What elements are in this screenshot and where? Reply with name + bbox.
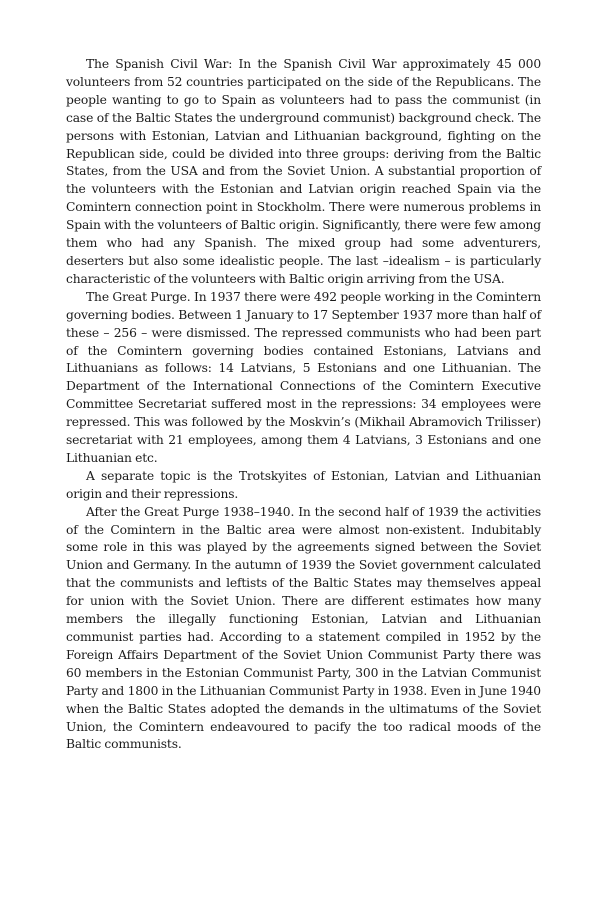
paragraph-great-purge: The Great Purge. In 1937 there were 492 people working in the Comintern governing bodies. Between 1 January to 17 September 1937 more than half of these – 256 – were dismissed. The repressed communists who had been part of the Comintern governing bodies contained Estonians, Latvians and Lithuanians as follows: 14 Latvians, 5 Estonians and one Lithuanian. The Department of the International Connections of the Comintern Executive Committee Secretariat suffered most in the repressions: 34 employees were repressed. This was followed by the Moskvin’s (Mikhail Abramovich Trilisser) secretariat with 21 employees, among them 4 Latvians, 3 Estonians and one Lithuanian etc. [66,289,541,465]
paragraph-after-great-purge: After the Great Purge 1938–1940. In the second half of 1939 the activities of the Comintern in the Baltic area were almost non-existent. Indubitably some role in this was played by the agreements signed between the Soviet Union and Germany. In the autumn of 1939 the Soviet government calculated that the communists and leftists of the Baltic States may themselves appeal for union with the Soviet Union. There are different estimates how many members the illegally functioning Estonian, Latvian and Lithuanian communist parties had. According to a statement compiled in 1952 by the Foreign Affairs Department of the Soviet Union Communist Party there was 60 members in the Estonian Communist Party, 300 in the Latvian Communist Party and 1800 in the Lithuanian Communist Party in 1938. Even in June 1940 when the Baltic States adopted the demands in the ultimatums of the Soviet Union, the Comintern endeavoured to pacify the too radical moods of the Baltic communists. [66,504,541,752]
document-page [66,56,541,754]
paragraph-spanish-civil-war: The Spanish Civil War: In the Spanish Civil War approximately 45 000 volunteers from 52 countries participated on the side of the Republicans. The people wanting to go to Spain as volunteers had to pass the communist (in case of the Baltic States the underground communist) background check. The persons with Estonian, Latvian and Lithuanian background, fighting on the Republican side, could be divided into three groups: deriving from the Baltic States, from the USA and from the Soviet Union. A substantial proportion of the volunteers with the Estonian and Latvian origin reached Spain via the Comintern connection point in Stockholm. There were numerous problems in Spain with the volunteers of Baltic origin. Significantly, there were few among them who had any Spanish. The mixed group had some adventurers, deserters but also some idealistic people. The last –idealism – is particularly characteristic of the volunteers with Baltic origin arriving from the USA. [66,57,541,286]
paragraph-trotskyites: A separate topic is the Trotskyites of Estonian, Latvian and Lithuanian origin and their repressions. [66,468,541,501]
